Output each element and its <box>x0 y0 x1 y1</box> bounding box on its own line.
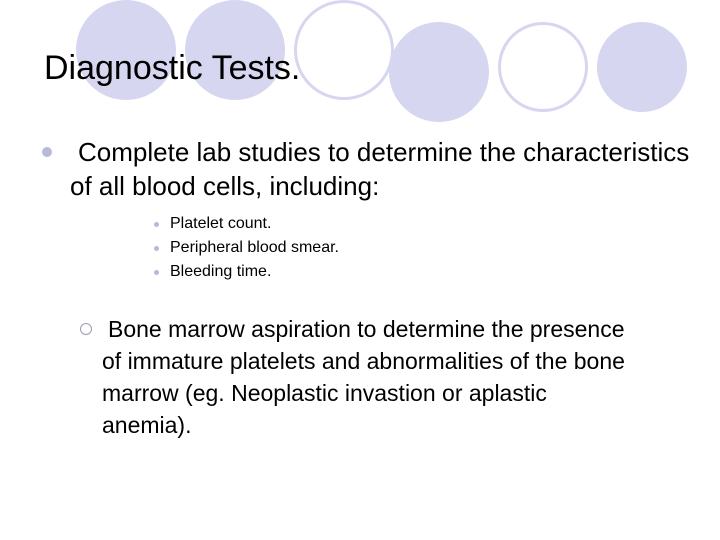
sub-bullet-text: Platelet count. <box>170 215 272 232</box>
sub-bullet-icon <box>154 270 159 275</box>
sub-bullet-icon <box>154 222 159 227</box>
bullet-icon <box>42 147 52 157</box>
slide-title: Diagnostic Tests. <box>44 49 301 87</box>
bullet-text: Bone marrow aspiration to determine the presence of immature platelets and abnormalities of the bone marrow (eg. Neoplastic invastion or aplastic anemia). <box>102 316 625 438</box>
sub-bullet-list <box>152 212 339 284</box>
bullet-text: Complete lab studies to determine the characteristics of all blood cells, including: <box>70 137 690 201</box>
decorative-circle <box>389 22 489 122</box>
decorative-circle <box>597 22 687 112</box>
decorative-circle <box>294 0 394 100</box>
hollow-bullet-icon <box>80 323 92 335</box>
sub-bullet-text: Peripheral blood smear. <box>170 239 339 256</box>
sub-bullet-item <box>152 212 339 236</box>
bullet-item <box>42 135 702 203</box>
decorative-circle <box>498 22 588 112</box>
sub-bullet-text: Bleeding time. <box>170 263 272 280</box>
bullet-item <box>80 313 640 441</box>
sub-bullet-item <box>152 236 339 260</box>
sub-bullet-item <box>152 260 339 284</box>
sub-bullet-icon <box>154 246 159 251</box>
